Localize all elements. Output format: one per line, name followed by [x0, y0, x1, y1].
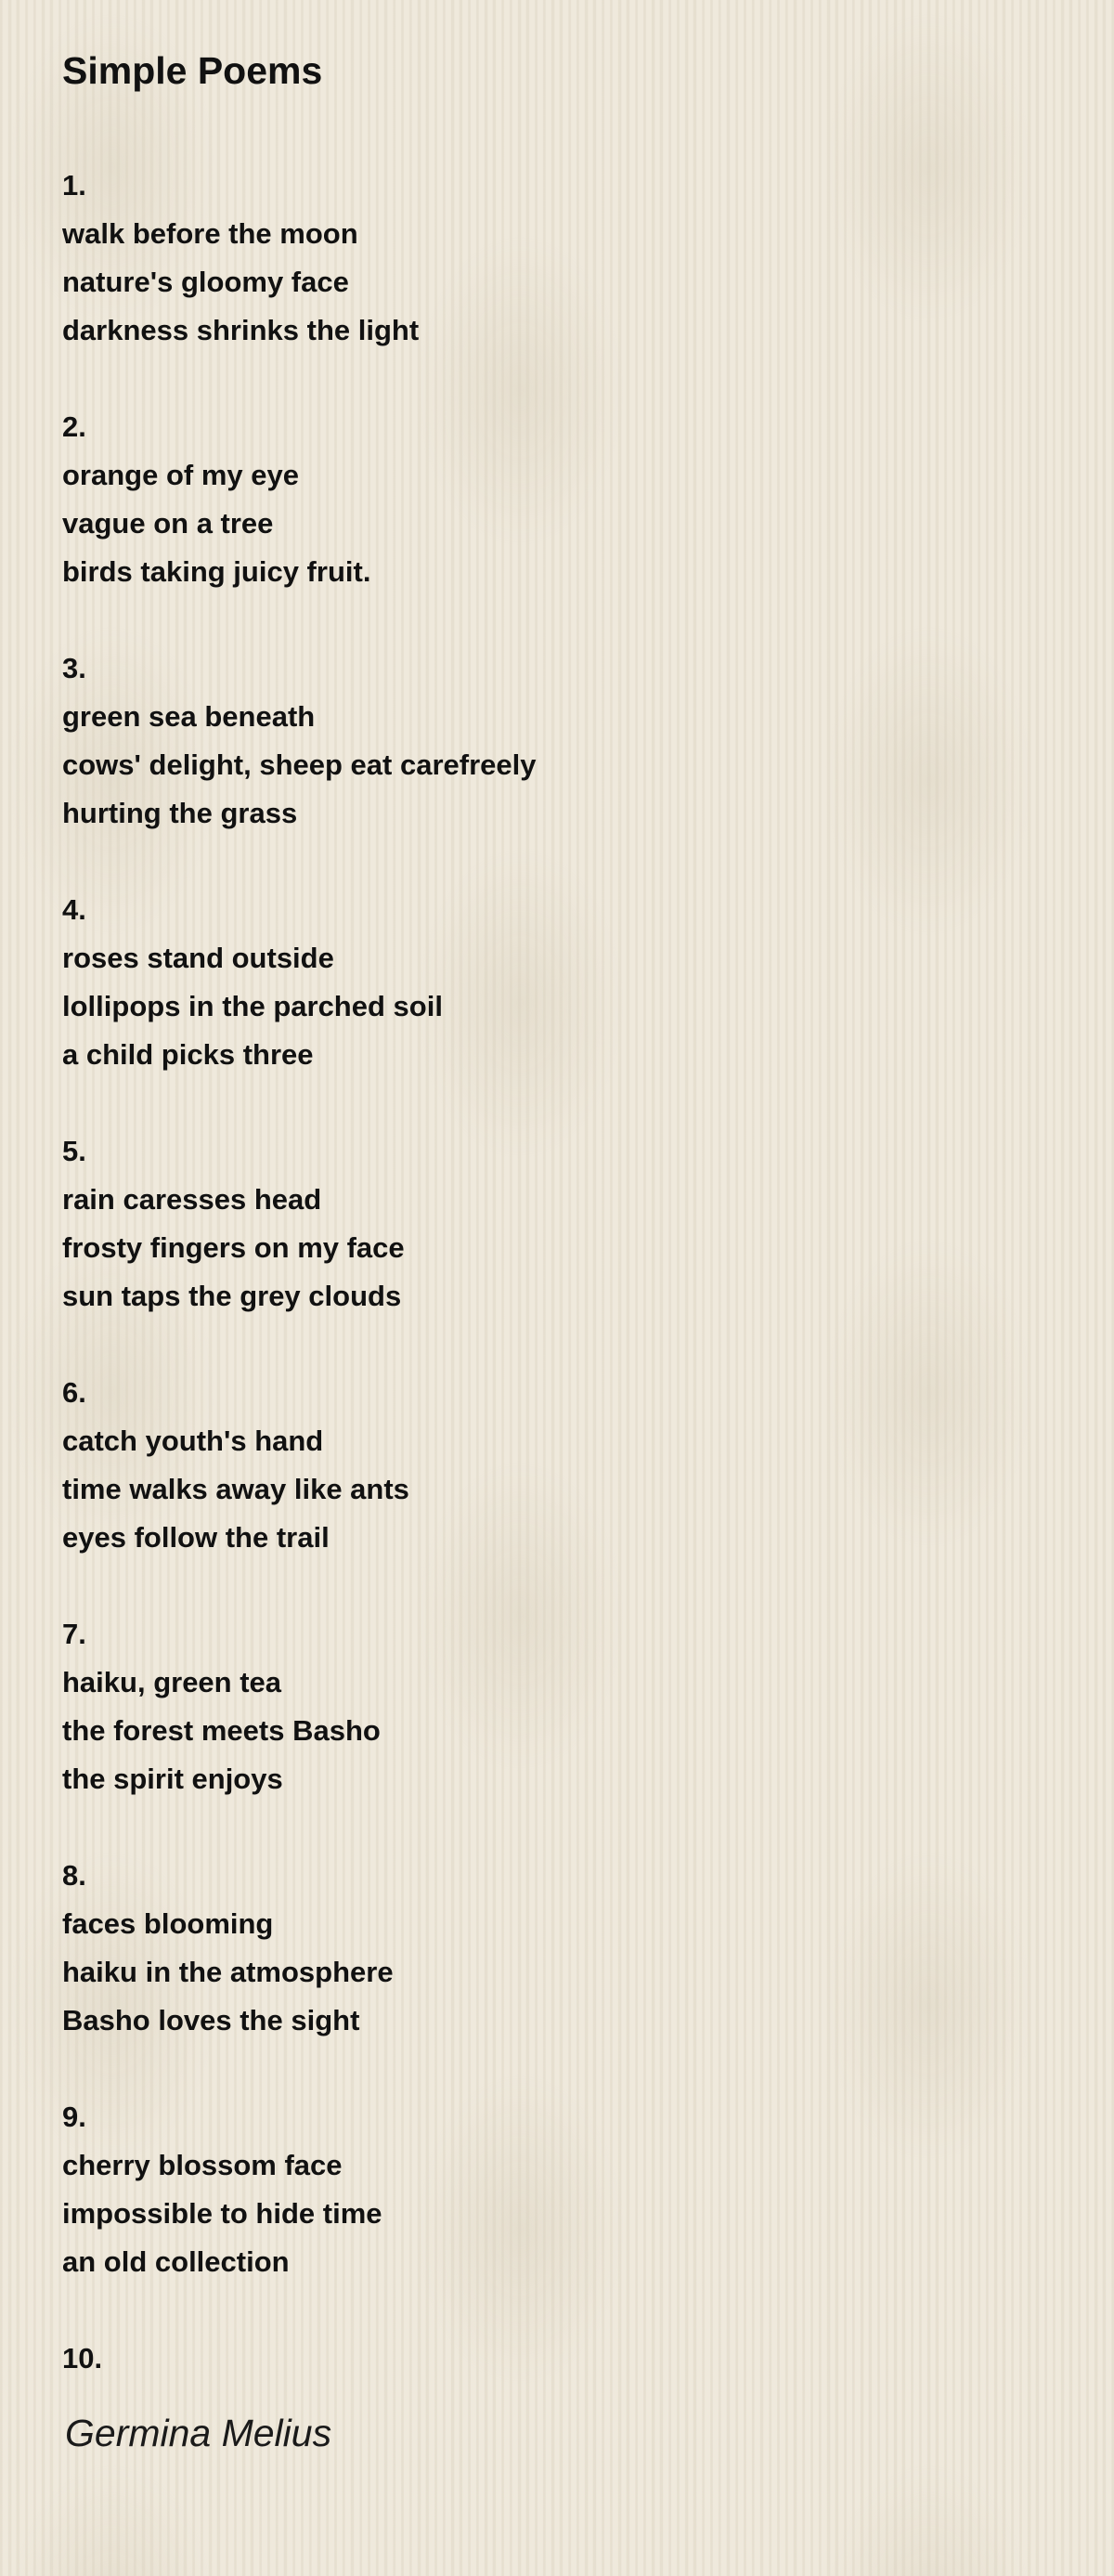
- stanza-8: [62, 1852, 1046, 2093]
- poem-page: [62, 43, 1046, 2457]
- stanza-1: [62, 162, 1046, 403]
- stanza-2: [62, 403, 1046, 644]
- poem-line: rain caresses head: [62, 1183, 322, 1216]
- stanza-9: [62, 2093, 1046, 2335]
- stanza-3: [62, 644, 1046, 886]
- poem-line: walk before the moon: [62, 217, 358, 250]
- poem-author: Germina Melius: [65, 2412, 332, 2454]
- poem-line: Basho loves the sight: [62, 2004, 360, 2036]
- poem-line: time walks away like ants: [62, 1473, 409, 1505]
- poem-line: an old collection: [62, 2245, 290, 2278]
- stanza-6: [62, 1369, 1046, 1610]
- stanza-number: 4.: [62, 893, 86, 926]
- stanza-number: 5.: [62, 1135, 86, 1167]
- poem-line: faces blooming: [62, 1907, 274, 1940]
- poem-line: haiku, green tea: [62, 1666, 282, 1698]
- stanza-number: 3.: [62, 652, 86, 684]
- stanza-4: [62, 886, 1046, 1127]
- poem-line: cherry blossom face: [62, 2149, 343, 2181]
- poem-line: sun taps the grey clouds: [62, 1280, 402, 1312]
- poem-line: the spirit enjoys: [62, 1763, 283, 1795]
- poem-line: hurting the grass: [62, 797, 298, 829]
- poem-line: a child picks three: [62, 1038, 314, 1071]
- stanza-number: 6.: [62, 1376, 86, 1409]
- poem-line: orange of my eye: [62, 459, 299, 491]
- poem-line: cows' delight, sheep eat carefreely: [62, 748, 537, 781]
- poem-line: impossible to hide time: [62, 2197, 382, 2230]
- stanza-number: 10.: [62, 2342, 103, 2374]
- poem-line: haiku in the atmosphere: [62, 1956, 394, 1988]
- stanza-number: 1.: [62, 169, 86, 202]
- poem-body: [62, 162, 1046, 2576]
- stanza-number: 9.: [62, 2101, 86, 2133]
- poem-line: frosty fingers on my face: [62, 1231, 405, 1264]
- poem-line: catch youth's hand: [62, 1425, 324, 1457]
- stanza-number: 7.: [62, 1618, 86, 1650]
- stanza-5: [62, 1127, 1046, 1369]
- poem-line: darkness shrinks the light: [62, 314, 420, 346]
- poem-line: birds taking juicy fruit.: [62, 555, 371, 588]
- stanza-number: 8.: [62, 1859, 86, 1892]
- poem-line: roses stand outside: [62, 942, 334, 974]
- poem-line: eyes follow the trail: [62, 1521, 330, 1554]
- poem-line: green sea beneath: [62, 700, 316, 733]
- poem-line: lollipops in the parched soil: [62, 990, 443, 1022]
- stanza-number: 2.: [62, 410, 86, 443]
- poem-title: Simple Poems: [62, 49, 323, 92]
- poem-line: the forest meets Basho: [62, 1714, 381, 1747]
- stanza-7: [62, 1610, 1046, 1852]
- poem-line: vague on a tree: [62, 507, 274, 540]
- poem-line: nature's gloomy face: [62, 266, 349, 298]
